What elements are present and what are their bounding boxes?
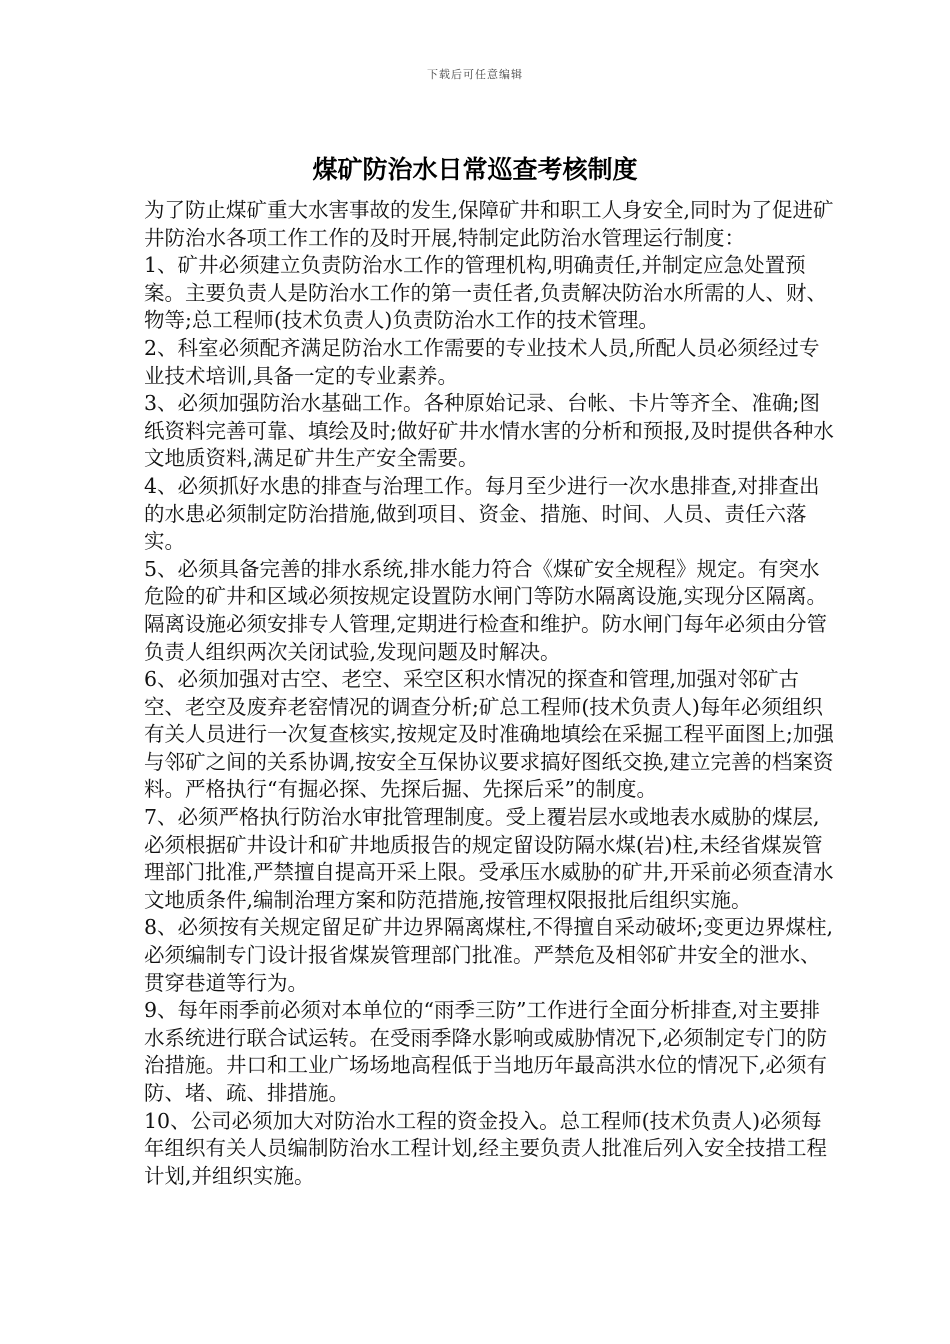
document-title: 煤矿防治水日常巡查考核制度 <box>312 155 638 184</box>
header-note: 下载后可任意编辑 <box>427 68 523 81</box>
clause-7: 7、必须严格执行防治水审批管理制度。受上覆岩层水或地表水威胁的煤层,必须根据矿井设计和矿井地质报告的规定留设防隔水煤(岩)柱,未经省煤炭管理部门批准,严禁擅自提高开采上限。受承压水威胁的矿井,开采前必须查清水文地质条件,编制治理方案和防范措施,按管理权限报批后组织实施。 <box>144 805 834 912</box>
intro-paragraph: 为了防止煤矿重大水害事故的发生,保障矿井和职工人身安全,同时为了促进矿井防治水各项工作工作的及时开展,特制定此防治水管理运行制度： <box>144 198 834 250</box>
clause-1: 1、矿井必须建立负责防治水工作的管理机构,明确责任,并制定应急处置预案。主要负责人是防治水工作的第一责任者,负责解决防治水所需的人、财、物等;总工程师(技术负责人)负责防治水工作的技术管理。 <box>144 253 828 333</box>
document-body <box>144 197 834 1190</box>
clause-5: 5、必须具备完善的排水系统,排水能力符合《煤矿安全规程》规定。有突水危险的矿井和区域必须按规定设置防水闸门等防水隔离设施,实现分区隔离。隔离设施必须安排专人管理,定期进行检查和维护。防水闸门每年必须由分管负责人组织两次关闭试验,发现问题及时解决。 <box>144 556 828 664</box>
clause-10: 10、公司必须加大对防治水工程的资金投入。总工程师(技术负责人)必须每年组织有关人员编制防治水工程计划,经主要负责人批准后列入安全技措工程计划,并组织实施。 <box>144 1108 828 1188</box>
clause-6: 6、必须加强对古空、老空、采空区积水情况的探查和管理,加强对邻矿古空、老空及废弃老窑情况的调查分析;矿总工程师(技术负责人)每年必须组织有关人员进行一次复查核实,按规定及时准确地填绘在采掘工程平面图上;加强与邻矿之间的关系协调,按安全互保协议要求搞好图纸交换,建立完善的档案资料。严格执行“有掘必探、先探后掘、先探后采”的制度。 <box>144 667 834 802</box>
clause-4: 4、必须抓好水患的排查与治理工作。每月至少进行一次水患排查,对排查出的水患必须制定防治措施,做到项目、资金、措施、时间、人员、责任六落实。 <box>144 473 820 554</box>
clause-8: 8、必须按有关规定留足矿井边界隔离煤柱,不得擅自采动破坏;变更边界煤柱,必须编制专门设计报省煤炭管理部门批准。严禁危及相邻矿井安全的泄水、贯穿巷道等行为。 <box>144 915 833 995</box>
clause-9: 9、每年雨季前必须对本单位的“雨季三防”工作进行全面分析排查,对主要排水系统进行联合试运转。在受雨季降水影响或威胁情况下,必须制定专门的防治措施。井口和工业广场场地高程低于当地历年最高洪水位的情况下,必须有防、堵、疏、排措施。 <box>144 998 828 1105</box>
clause-2: 2、科室必须配齐满足防治水工作需要的专业技术人员,所配人员必须经过专业技术培训,具备一定的专业素养。 <box>144 335 820 388</box>
clause-3: 3、必须加强防治水基础工作。各种原始记录、台帐、卡片等齐全、准确;图纸资料完善可靠、填绘及时;做好矿井水情水害的分析和预报,及时提供各种水文地质资料,满足矿井生产安全需要。 <box>144 391 834 471</box>
